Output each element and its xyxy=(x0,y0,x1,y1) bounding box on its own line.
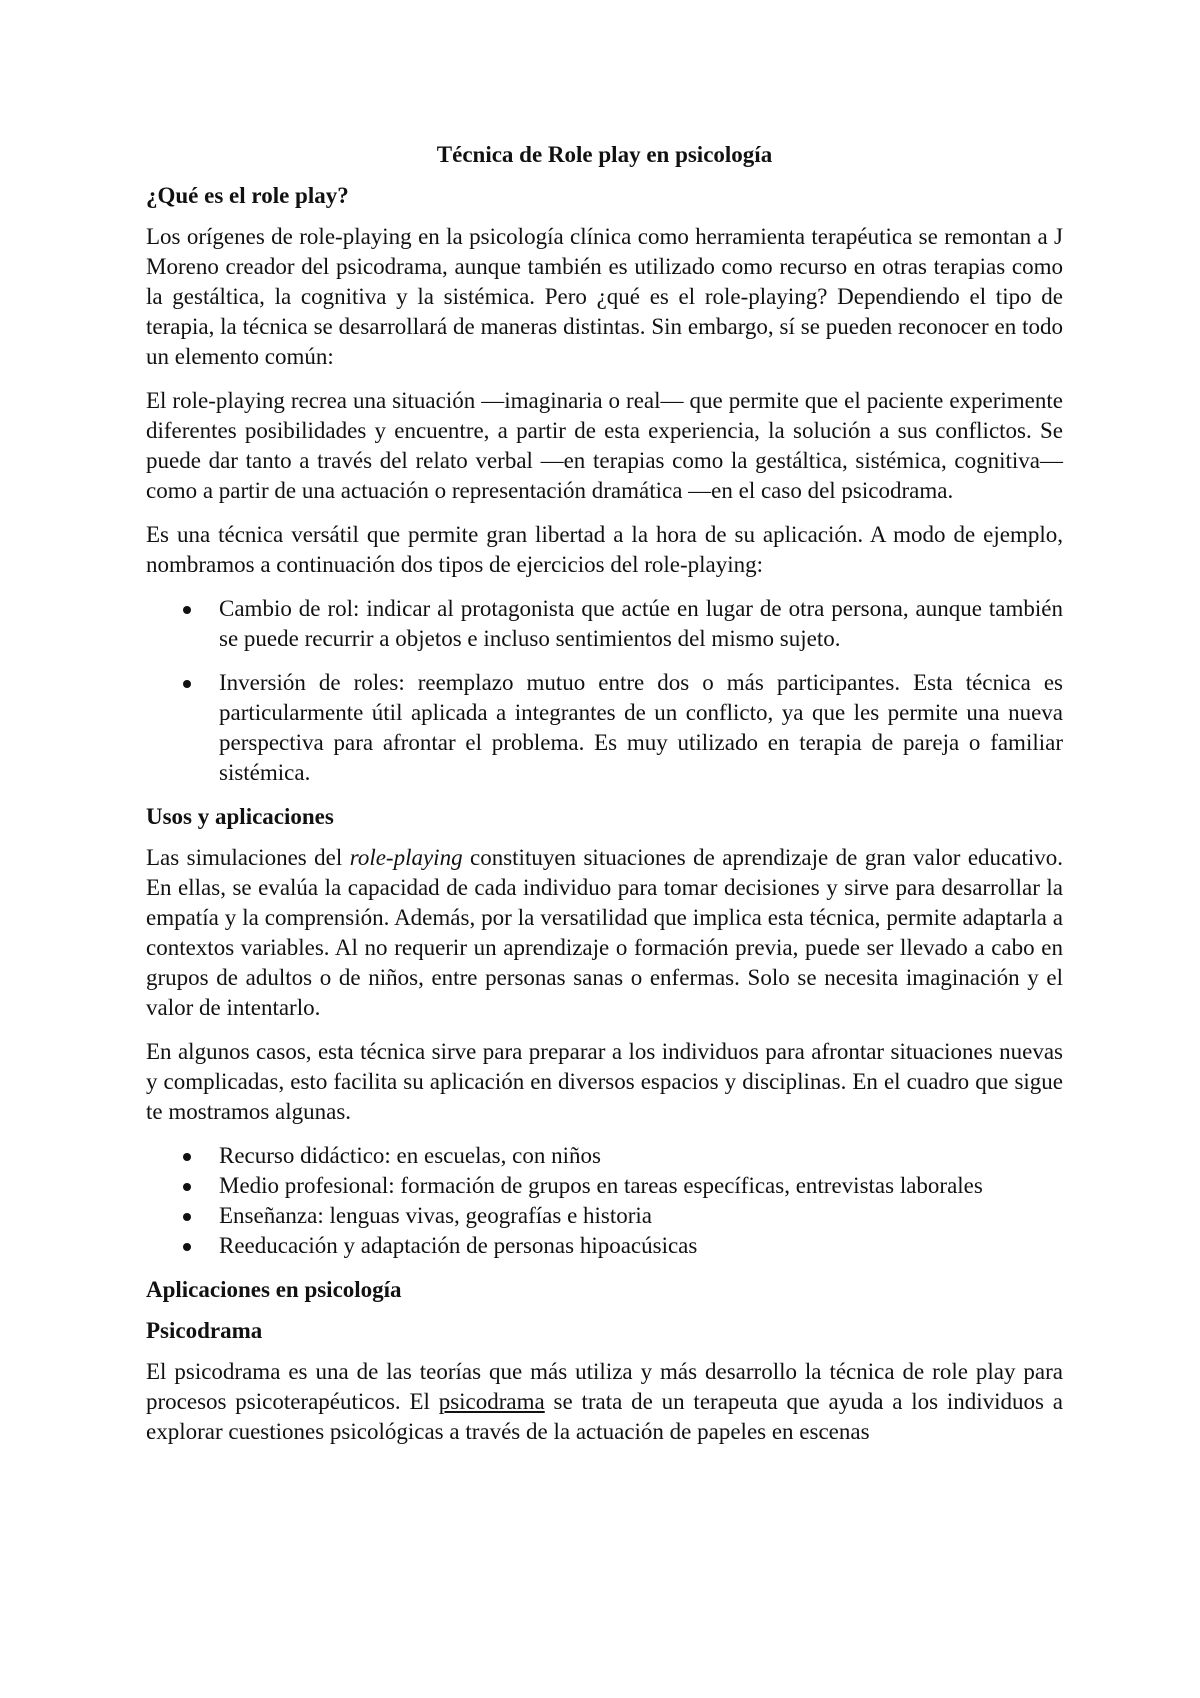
subheading-psicodrama: Psicodrama xyxy=(146,1318,263,1343)
paragraph-text: constituyen situaciones de aprendizaje de gran valor educativo. En ellas, se evalúa la capacidad de cada individuo para tomar decisiones y sirve para desarrollar la empatía y la comprensión. Además, por la versatilidad que implica esta técnica, permite adaptarla a contextos variables. Al no requerir un aprendizaje o formación previa, puede ser llevado a cabo en grupos de adultos o de niños, entre personas sanas o enfermas. Solo se necesita imaginación y el valor de intentarlo. xyxy=(146,845,1063,1020)
paragraph-text: Las simulaciones del xyxy=(146,845,350,870)
list-item-text: Cambio de rol: indicar al protagonista que actúe en lugar de otra persona, aunque también se puede recurrir a objetos e incluso sentimientos del mismo sujeto. xyxy=(219,596,1063,651)
italic-term: role-playing xyxy=(349,845,463,870)
list-item xyxy=(146,668,1063,788)
bullet-icon xyxy=(183,1213,191,1221)
psicodrama-link[interactable]: psicodrama xyxy=(438,1389,545,1414)
list-item xyxy=(146,1231,1063,1261)
bullet-icon xyxy=(183,1183,191,1191)
list-item xyxy=(146,1141,1063,1171)
document-title: Técnica de Role play en psicología xyxy=(436,142,773,167)
paragraph-text: El psicodrama es una de las teorías que más utiliza y más desarrollo la técnica de role play para procesos psicoterapéuticos. El xyxy=(146,1359,1063,1414)
paragraph-origenes: Los orígenes de role-playing en la psicología clínica como herramienta terapéutica se remontan a J Moreno creador del psicodrama, aunque también es utilizado como recurso en otras terapias como la gestáltica, la cognitiva y la sistémica. Pero ¿qué es el role-playing? Dependiendo el tipo de terapia, la técnica se desarrollará de maneras distintas. Sin embargo, sí se pueden reconocer en todo un elemento común: xyxy=(146,224,1063,369)
list-item xyxy=(146,1201,1063,1231)
list-item xyxy=(146,594,1063,654)
paragraph-recrea-situacion: El role-playing recrea una situación —imaginaria o real— que permite que el paciente experimente diferentes posibilidades y encuentre, a partir de esta experiencia, la solución a sus conflictos. Se puede dar tanto a través del relato verbal —en terapias como la gestáltica, sistémica, cognitiva— como a partir de una actuación o representación dramática —en el caso del psicodrama. xyxy=(146,388,1063,503)
section-heading-que-es: ¿Qué es el role play? xyxy=(146,183,349,208)
list-item-text: Enseñanza: lenguas vivas, geografías e historia xyxy=(219,1203,653,1228)
list-item-text: Reeducación y adaptación de personas hipoacúsicas xyxy=(219,1233,698,1258)
bullet-icon xyxy=(183,1243,191,1251)
list-item-text: Medio profesional: formación de grupos en tareas específicas, entrevistas laborales xyxy=(219,1173,983,1198)
list-item-text: Recurso didáctico: en escuelas, con niños xyxy=(219,1143,601,1168)
paragraph-algunos-casos: En algunos casos, esta técnica sirve para preparar a los individuos para afrontar situaciones nuevas y complicadas, esto facilita su aplicación en diversos espacios y disciplinas. En el cuadro que sigue te mostramos algunas. xyxy=(146,1039,1063,1124)
document-page xyxy=(146,140,1063,1461)
applications-list xyxy=(146,1141,1063,1261)
paragraph-text: se trata de un terapeuta que ayuda a los individuos a explorar cuestiones psicológicas a través de la actuación de papeles en escenas xyxy=(146,1389,1063,1444)
paragraph-tecnica-versatil: Es una técnica versátil que permite gran libertad a la hora de su aplicación. A modo de ejemplo, nombramos a continuación dos tipos de ejercicios del role-playing: xyxy=(146,522,1063,577)
paragraph-psicodrama xyxy=(146,1357,1063,1447)
bullet-icon xyxy=(183,680,191,688)
section-heading-usos: Usos y aplicaciones xyxy=(146,804,334,829)
list-item-text: Inversión de roles: reemplazo mutuo entre dos o más participantes. Esta técnica es particularmente útil aplicada a integrantes de un conflicto, ya que les permite una nueva perspectiva para afrontar el problema. Es muy utilizado en terapia de pareja o familiar sistémica. xyxy=(219,670,1063,785)
exercise-types-list xyxy=(146,594,1063,788)
bullet-icon xyxy=(183,1153,191,1161)
paragraph-simulaciones xyxy=(146,843,1063,1023)
bullet-icon xyxy=(183,606,191,614)
list-item xyxy=(146,1171,1063,1201)
section-heading-aplicaciones: Aplicaciones en psicología xyxy=(146,1277,402,1302)
